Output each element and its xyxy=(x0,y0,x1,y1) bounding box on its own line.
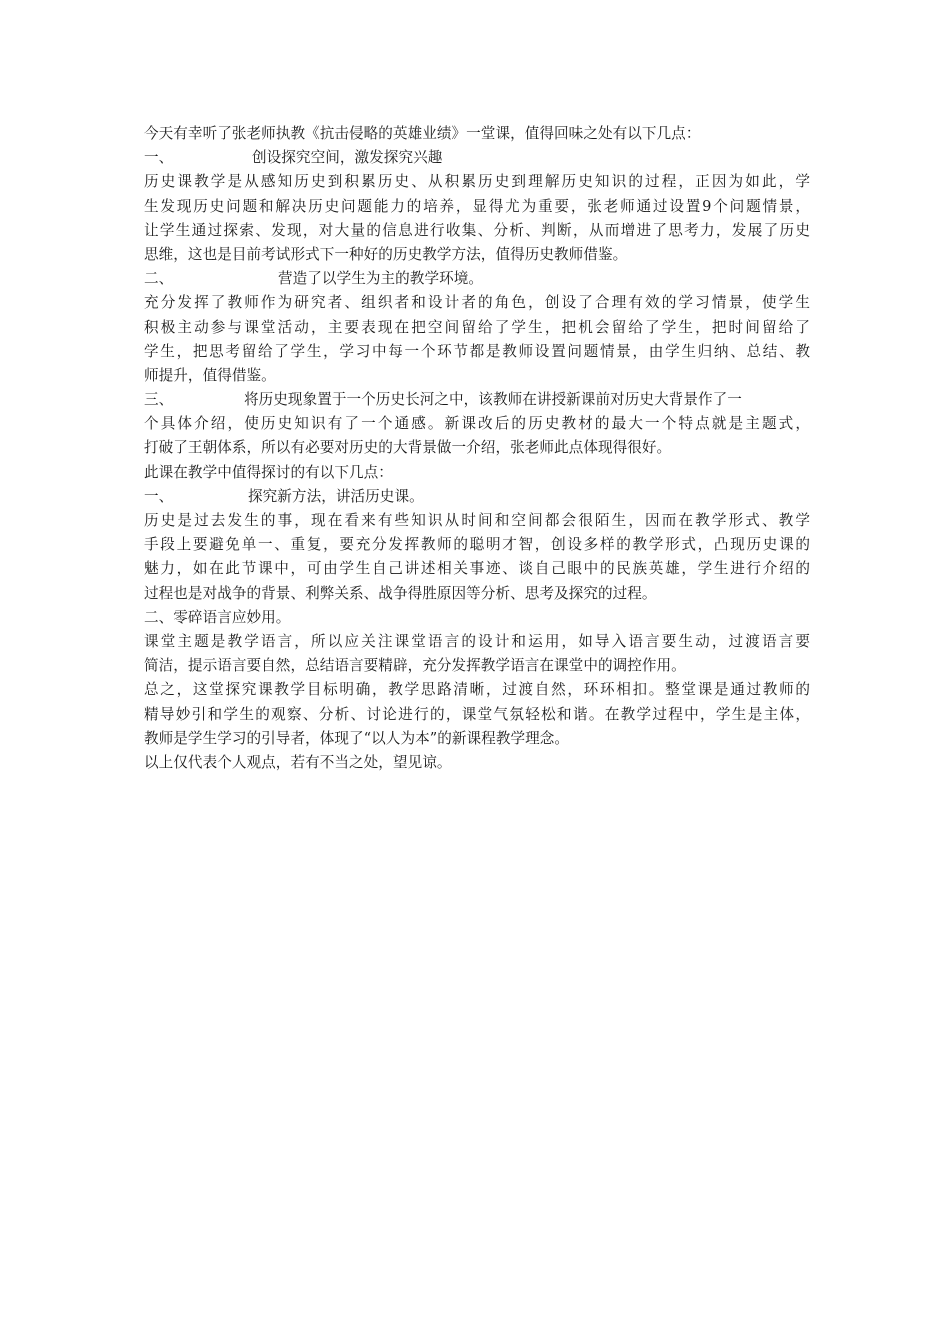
intro-paragraph: 今天有幸听了张老师执教《抗击侵略的英雄业绩》一堂课，值得回味之处有以下几点： xyxy=(144,125,701,142)
summary-line: 精导妙引和学生的观察、分析、讨论进行的，课堂气氛轻松和谐。在教学过程中，学生是主体， xyxy=(144,705,810,723)
section1-line: 历史课教学是从感知历史到积累历史、从积累历史到理解历史知识的过程，正因为如此，学 xyxy=(144,173,810,191)
section1-number: 一、 xyxy=(144,149,174,167)
discuss2-heading: 二、零碎语言应妙用。 xyxy=(144,608,291,626)
discuss1-number: 一、 xyxy=(144,487,174,505)
discuss1-title: 探究新方法，讲活历史课。 xyxy=(248,487,424,505)
discuss-intro: 此课在教学中值得探讨的有以下几点： xyxy=(144,463,393,481)
section2-line: 学生，把思考留给了学生，学习中每一个环节都是教师设置问题情景，由学生归纳、总结、教 xyxy=(144,342,810,360)
section2-title: 营造了以学生为主的教学环境。 xyxy=(278,270,484,288)
section1-title: 创设探究空间，激发探究兴趣 xyxy=(252,149,443,167)
section3-heading xyxy=(144,388,810,412)
discuss1-line: 过程也是对战争的背景、利弊关系、战争得胜原因等分析、思考及探究的过程。 xyxy=(144,584,657,602)
discuss1-line: 手段上要避免单一、重复，要充分发挥教师的聪明才智，创设多样的教学形式，凸现历史课的 xyxy=(144,536,810,554)
section3-title: 将历史现象置于一个历史长河之中，该教师在讲授新课前对历史大背景作了一 xyxy=(244,391,742,409)
discuss2-line: 课堂主题是教学语言，所以应关注课堂语言的设计和运用，如导入语言要生动，过渡语言要 xyxy=(144,632,810,650)
section1-heading xyxy=(144,146,810,170)
section1-line: 思维，这也是目前考试形式下一种好的历史教学方法，值得历史教师借鉴。 xyxy=(144,245,628,263)
discuss1-line: 历史是过去发生的事，现在看来有些知识从时间和空间都会很陌生，因而在教学形式、教学 xyxy=(144,512,810,529)
discuss1-heading xyxy=(144,485,810,509)
section3-line: 个具体介绍，使历史知识有了一个通感。新课改后的历史教材的最大一个特点就是主题式， xyxy=(144,415,810,433)
section2-line: 师提升，值得借鉴。 xyxy=(144,366,276,384)
section1-line: 生发现历史问题和解决历史问题能力的培养，显得尤为重要，张老师通过设置9个问题情景， xyxy=(144,197,810,215)
summary-line: 教师是学生学习的引导者，体现了“以人为本”的新课程教学理念。 xyxy=(144,729,570,747)
section2-heading xyxy=(144,267,810,291)
section3-line: 打破了王朝体系，所以有必要对历史的大背景做一介绍，张老师此点体现得很好。 xyxy=(144,439,672,457)
closing-remark: 以上仅代表个人观点，若有不当之处，望见谅。 xyxy=(144,753,452,771)
document-body xyxy=(144,122,810,775)
discuss2-line: 简洁，提示语言要自然，总结语言要精辟，充分发挥教学语言在课堂中的调控作用。 xyxy=(144,657,686,675)
discuss1-line: 魅力，如在此节课中，可由学生自己讲述相关事迹、谈自己眼中的民族英雄，学生进行介绍的 xyxy=(144,560,810,578)
summary-line: 总之，这堂探究课教学目标明确，教学思路清晰，过渡自然，环环相扣。整堂课是通过教师的 xyxy=(144,681,810,699)
section2-line: 充分发挥了教师作为研究者、组织者和设计者的角色，创设了合理有效的学习情景，使学生 xyxy=(144,294,810,312)
section3-number: 三、 xyxy=(144,391,174,409)
section2-number: 二、 xyxy=(144,270,174,288)
section1-line: 让学生通过探索、发现，对大量的信息进行收集、分析、判断，从而增进了思考力，发展了历史 xyxy=(144,221,810,239)
section2-line: 积极主动参与课堂活动，主要表现在把空间留给了学生，把机会留给了学生，把时间留给了 xyxy=(144,318,810,336)
